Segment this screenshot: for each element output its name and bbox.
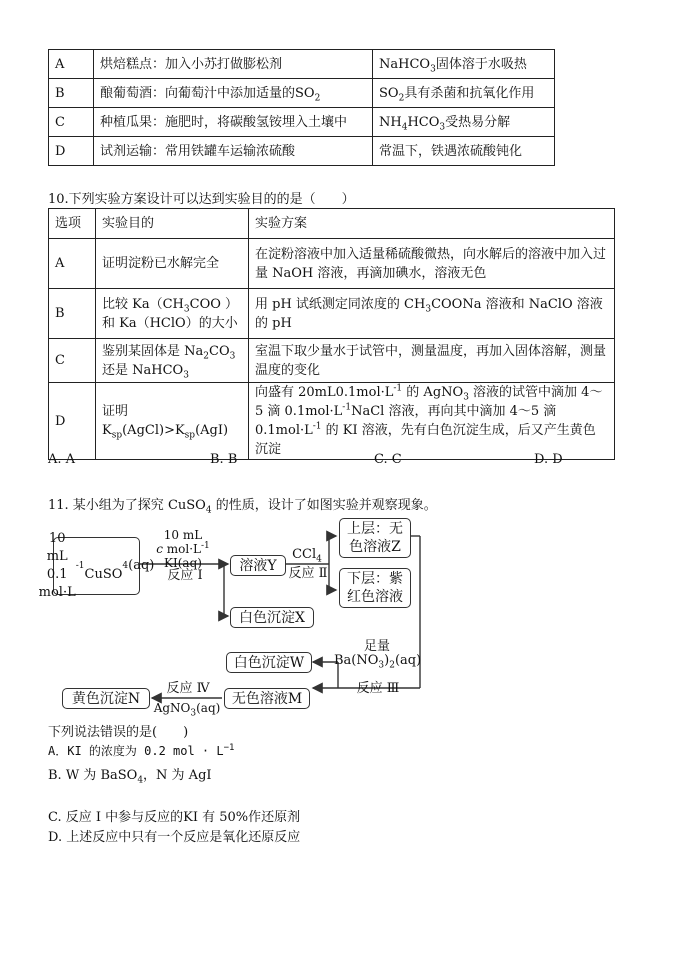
solution-y-box: 溶液Y <box>230 555 286 576</box>
q10-choices <box>48 452 608 468</box>
cuso4-start-box: 10 mL 0.1 mol·L -1 CuSO 4 (aq) <box>38 531 155 600</box>
q10-choice-c[interactable]: C. C <box>374 452 402 467</box>
q10-plan: 向盛有 $20mL0.1mol\cdot L^{-1}$ 的 AgNO$_3$ 溶液的试管中滴加 4～5 滴 $0.1mol\cdot L^{-1}NaCl$ 溶液，再向其中滴加 4～5 滴 $0.1mol\cdot L^{-1}$ 的 KI 溶液，先有白色沉淀生成，后又产生黄色沉淀 <box>249 383 615 460</box>
q10-option-key: C <box>49 339 96 383</box>
application-description: 种植瓜果：施肥时，将碳酸氢铵埋入土壤中 <box>94 108 373 137</box>
application-row <box>49 137 555 166</box>
experiment-flow-diagram <box>38 512 428 719</box>
q10-plan: 用 pH 试纸测定同浓度的 $CH_3COONa$ 溶液和 NaClO 溶液的 pH <box>249 289 615 339</box>
q10-row <box>49 289 615 339</box>
application-row <box>49 79 555 108</box>
q10-choice-b[interactable]: B. B <box>210 452 238 467</box>
precipitate-n-box: 黄色沉淀N <box>62 688 150 709</box>
q10-header-cell: 实验方案 <box>249 209 615 239</box>
application-description: 酿葡萄酒：向葡萄汁中添加适量的$SO_2$ <box>94 79 373 108</box>
application-row <box>49 50 555 79</box>
precipitate-x-box: 白色沉淀X <box>230 607 314 628</box>
reagent-ki-label: 10 mL c $mol\cdot L^{-1}$ KI(aq) <box>156 528 210 570</box>
application-table <box>48 49 555 166</box>
application-row <box>49 108 555 137</box>
reaction-4-label: 反应 Ⅳ <box>166 681 210 696</box>
q10-plan: 室温下取少量水于试管中，测量温度，再加入固体溶解，测量温度的变化 <box>249 339 615 383</box>
q10-row <box>49 383 615 460</box>
q10-plan: 在淀粉溶液中加入适量稀硫酸微热，向水解后的溶液中加入过量 NaOH 溶液，再滴加碘水，溶液无色 <box>249 239 615 289</box>
q10-table <box>48 208 615 460</box>
q10-row <box>49 239 615 289</box>
reaction-2-label: 反应 Ⅱ <box>288 566 328 581</box>
q10-goal: 证明 $K_{sp}(AgCl)>K_{sp}(AgI)$ <box>96 383 249 460</box>
q10-option-key: A <box>49 239 96 289</box>
q10-header-cell: 选项 <box>49 209 96 239</box>
reagent-ccl4-label: CCl$_4$ <box>292 547 322 565</box>
q10-stem: 10.下列实验方案设计可以达到实验目的的是（ ） <box>48 192 355 207</box>
q11-option-c[interactable]: C. 反应 Ⅰ 中参与反应的KI 有 50%作还原剂 <box>48 810 301 825</box>
q10-choice-d[interactable]: D. D <box>534 452 563 467</box>
q10-goal: 证明淀粉已水解完全 <box>96 239 249 289</box>
chemical-reason: $SO_2$具有杀菌和抗氧化作用 <box>373 79 555 108</box>
chemical-reason: 常温下，铁遇浓硫酸钝化 <box>373 137 555 166</box>
q11-prompt: 下列说法错误的是( ) <box>48 725 189 740</box>
option-key: A <box>49 50 94 79</box>
option-key: D <box>49 137 94 166</box>
q10-option-key: D <box>49 383 96 460</box>
q10-header-row <box>49 209 615 239</box>
q10-goal: 鉴别某固体是 $Na_2CO_3$还是 NaHCO$_3$ <box>96 339 249 383</box>
q11-stem: 11. 某小组为了探究 CuSO$_4$ 的性质，设计了如图实验并观察现象。 <box>48 498 437 516</box>
chemical-reason: NaHCO$_3$固体溶于水吸热 <box>373 50 555 79</box>
q10-row <box>49 339 615 383</box>
q10-header-cell: 实验目的 <box>96 209 249 239</box>
option-key: C <box>49 108 94 137</box>
lower-layer-box: 下层：紫 红色溶液 <box>339 568 411 608</box>
reagent-agno3-label: AgNO$_3$(aq) <box>153 701 221 719</box>
chemical-reason: $NH_4HCO_3$受热易分解 <box>373 108 555 137</box>
application-description: 烘焙糕点：加入小苏打做膨松剂 <box>94 50 373 79</box>
q10-goal: 比较 $Ka(CH_3COO$ ）和 Ka（HClO）的大小 <box>96 289 249 339</box>
solution-m-box: 无色溶液M <box>224 688 310 709</box>
reaction-1-label: 反应 Ⅰ <box>167 568 203 583</box>
q11-option-d[interactable]: D. 上述反应中只有一个反应是氧化还原反应 <box>48 830 301 845</box>
q11-option-b[interactable]: B. W 为 BaSO$_4$，N 为 AgI <box>48 768 212 786</box>
precipitate-w-box: 白色沉淀W <box>226 652 312 673</box>
reaction-3-label: 反应 Ⅲ <box>356 681 400 696</box>
reagent-baNO3-label: 足量 $Ba(NO_3)_2(aq)$ <box>334 639 422 671</box>
application-description: 试剂运输：常用铁罐车运输浓硫酸 <box>94 137 373 166</box>
upper-layer-z-box: 上层：无 色溶液Z <box>339 518 411 558</box>
option-key: B <box>49 79 94 108</box>
q10-choice-a[interactable]: A. A <box>48 452 76 467</box>
q11-option-a[interactable]: A．KI 的浓度为 0.2 mol · $L^{-1}$ <box>48 743 235 758</box>
q10-option-key: B <box>49 289 96 339</box>
